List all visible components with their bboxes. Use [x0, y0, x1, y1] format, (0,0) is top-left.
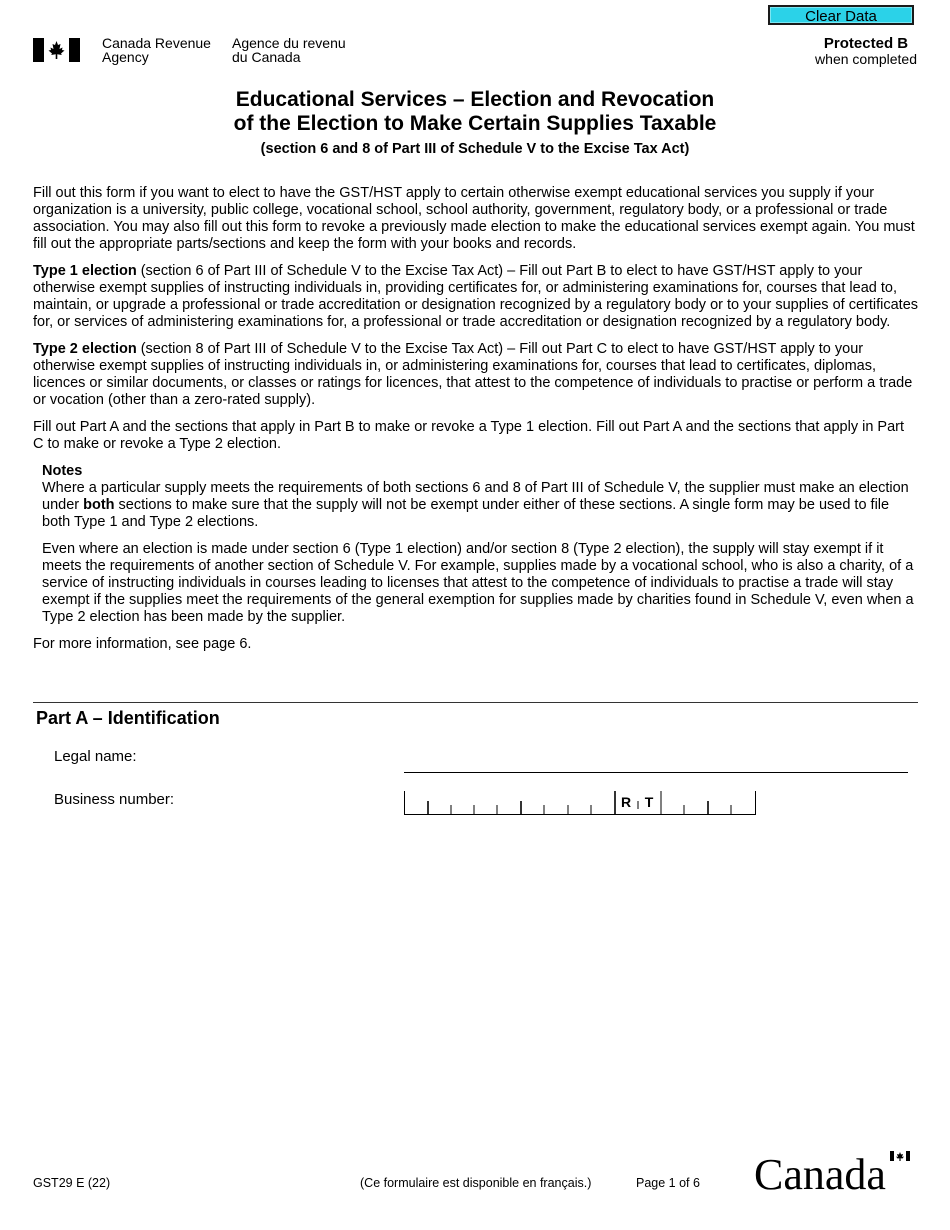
page-number: Page 1 of 6 [636, 1176, 700, 1190]
note-2: Even where an election is made under section 6 (Type 1 election) and/or section 8 (Type 2 election), the supply will stay exempt if it meets the requirements of another section of Schedule V. For example, supplies made by a vocational school, who is also a charity, of a service of instructing individuals in courses leading to licenses that attest to the competence of individuals to practise a trade will stay exempt if the supplies meet the requirements of the general exemption for supplies made by charities found in Schedule V, even when a Type 2 election has been made by the supplier. [42, 541, 914, 625]
type2-paragraph [33, 341, 918, 409]
intro-paragraph: Fill out this form if you want to elect to have the GST/HST apply to certain otherwise exempt educational services you supply if your organization is a university, public college, vocational school, school authority, government, regulatory body, or a professional or trade association. You may also fill out this form to revoke a previously made election to make the educational services exempt again. You must fill out the appropriate parts/sections and keep the form with your books and records. [33, 185, 915, 252]
type1-heading: Type 1 election [33, 263, 137, 279]
protected-sub: when completed [815, 51, 917, 67]
french-availability-note: (Ce formulaire est disponible en français.) [360, 1176, 592, 1190]
note-1 [42, 480, 918, 531]
agency-fr-line2: du Canada [232, 49, 301, 65]
note-1-bold: both [83, 497, 115, 513]
wordmark-flag-icon [890, 1151, 910, 1161]
notes-section [33, 463, 918, 626]
title-subtitle: (section 6 and 8 of Part III of Schedule V to the Excise Tax Act) [260, 141, 690, 157]
agency-en-line2: Agency [102, 49, 149, 65]
title-line2: of the Election to Make Certain Supplies Taxable [233, 112, 717, 135]
agency-name-english [102, 36, 211, 64]
section-divider [33, 702, 918, 703]
parts-paragraph: Fill out Part A and the sections that apply in Part B to make or revoke a Type 1 election. Fill out Part A and the sections that apply in Part C to make or revoke a Type 2 election. [33, 419, 905, 452]
canada-wordmark-logo [754, 1149, 914, 1193]
type1-paragraph [33, 263, 918, 331]
more-info: For more information, see page 6. [33, 636, 252, 652]
type2-heading: Type 2 election [33, 341, 137, 357]
bn-r-letter: R [620, 794, 632, 810]
notes-heading: Notes [42, 463, 83, 479]
note-1-a: Where a particular supply meets the requirements of both sections 6 and 8 of Part III of Schedule V, the supplier must make an election under [42, 480, 909, 513]
business-number-input[interactable] [404, 791, 756, 815]
agency-fr-line1: Agence du revenu [232, 35, 346, 51]
type1-text: (section 6 of Part III of Schedule V to the Excise Tax Act) – Fill out Part B to elect to have GST/HST apply to your otherwise exempt supplies of instructing individuals in, providing certificates for, or administering examinations for, courses that lead to, maintain, or upgrade a professional or trade accreditation or designation recognized by a regulatory body or to your supplies of certificates for, or services of administering examinations for, a professional or trade accreditation or designation recognized by a regulatory body. [33, 263, 919, 330]
part-a-heading: Part A – Identification [36, 708, 220, 728]
protected-label: Protected B [823, 35, 909, 52]
agency-name-french [232, 36, 346, 64]
business-number-label: Business number: [54, 791, 175, 808]
title-line1: Educational Services – Election and Revocation [235, 88, 715, 111]
legal-name-label: Legal name: [54, 748, 137, 765]
protected-b-notice [815, 36, 917, 67]
type2-text: (section 8 of Part III of Schedule V to the Excise Tax Act) – Fill out Part C to elect to have GST/HST apply to your otherwise exempt supplies of instructing individuals in, or administering examinations for, courses that lead to certificates, diplomas, licences or similar documents, or classes or ratings for licences, that attest to the competence of individuals to practise or perform a trade or vocation (other than a zero-rated supply). [33, 341, 913, 408]
legal-name-input[interactable] [404, 752, 908, 773]
canada-wordmark-text: Canada [754, 1150, 886, 1193]
agency-en-line1: Canada Revenue [102, 35, 211, 51]
canada-flag-icon [33, 38, 80, 62]
clear-data-button[interactable]: Clear Data [768, 5, 914, 25]
form-code: GST29 E (22) [33, 1176, 111, 1190]
form-title [0, 88, 950, 158]
bn-t-letter: T [644, 794, 654, 810]
note-1-b: sections to make sure that the supply will not be exempt under either of these sections. A single form may be used to file both Type 1 and Type 2 elections. [42, 497, 890, 530]
instructions [33, 185, 918, 663]
